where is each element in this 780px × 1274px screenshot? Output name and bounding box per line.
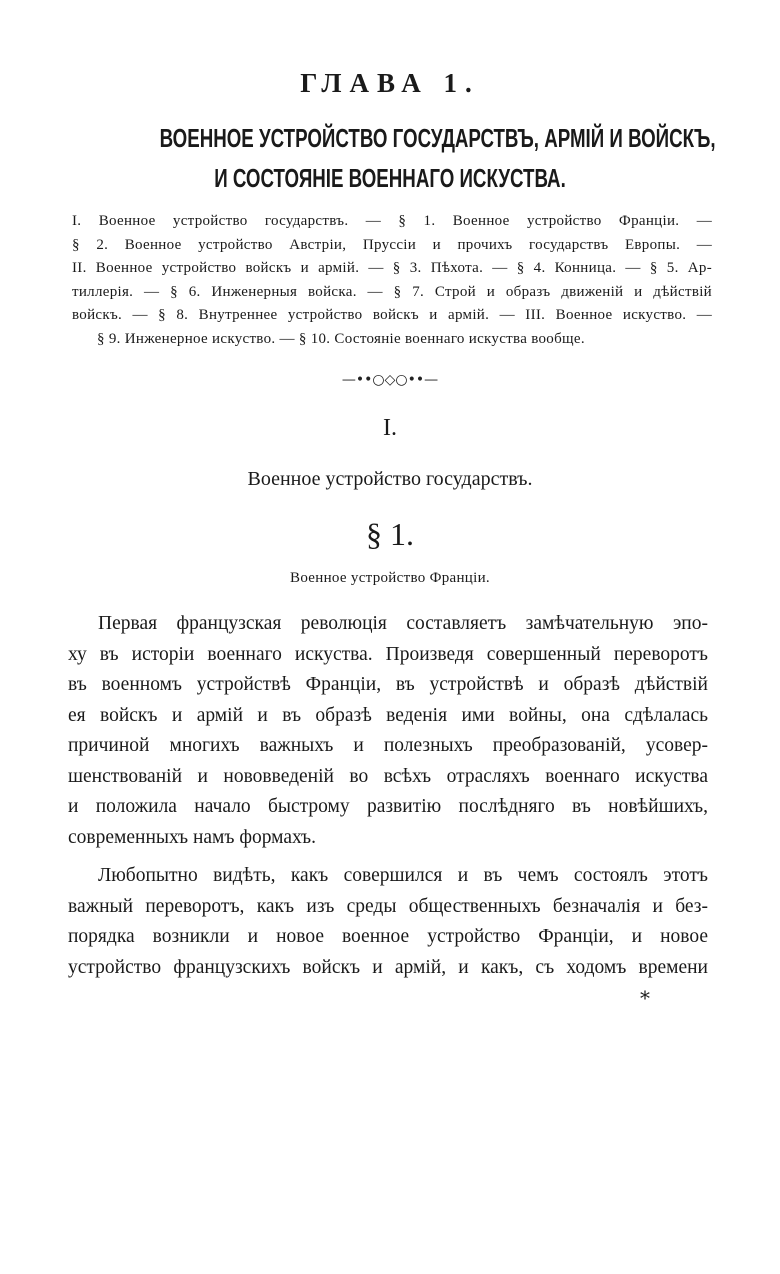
body-paragraph-2: [68, 861, 708, 983]
toc-line: II. Военное устройство войскъ и армій. — § 3. Пѣхота. — § 4. Конница. — § 5. Ар-: [72, 260, 712, 276]
text-line: и положила начало быстрому развитію послѣдняго въ новѣйшихъ,: [68, 796, 708, 817]
toc-line: войскъ. — § 8. Внутреннее устройство войскъ и армій. — III. Военное искуство. —: [72, 307, 712, 323]
text-line: шенствованій и нововведеній во всѣхъ отрасляхъ военнаго искуства: [68, 765, 708, 787]
text-line: ху въ исторіи военнаго искуства. Произведя совершенный переворотъ: [68, 643, 708, 665]
text-line: въ военномъ устройствѣ Франціи, въ устройствѣ и образѣ дѣйствій: [68, 674, 708, 695]
chapter-title-line-2: И СОСТОЯНІЕ ВОЕННАГО ИСКУСТВА.: [214, 163, 566, 193]
text-line: порядка возникли и новое военное устройство Франціи, и новое: [68, 926, 708, 947]
body-paragraph-1: [68, 609, 708, 853]
toc-line: тиллерія. — § 6. Инженерныя войска. — § 7. Строй и образъ движеній и дѣйствій: [72, 283, 712, 300]
ornament-divider: —••○◇○••—: [341, 372, 439, 388]
table-of-contents: [72, 210, 712, 351]
text-line: современныхъ намъ формахъ.: [68, 826, 317, 848]
text-line: Первая французская революція составляетъ замѣчательную эпо-: [98, 613, 708, 634]
text-line: устройство французскихъ войскъ и армій, и какъ, съ ходомъ времени: [68, 956, 708, 978]
text-line: причиной многихъ важныхъ и полезныхъ преобразованій, усовер-: [68, 735, 708, 756]
toc-line: § 9. Инженерное искуство. — § 10. Состояніе военнаго искуства вообще.: [97, 330, 585, 347]
toc-line: § 2. Военное устройство Австріи, Пруссіи и прочихъ государствъ Европы. —: [72, 236, 712, 253]
signature-mark: *: [640, 986, 650, 1010]
text-line: важный переворотъ, какъ изъ среды общественныхъ безначалія и без-: [68, 895, 708, 917]
paragraph-sign: § 1.: [366, 516, 414, 552]
chapter-heading: ГЛАВА 1.: [300, 68, 480, 98]
text-line: ея войскъ и армій и въ образѣ веденія ими войны, она сдѣлалась: [68, 704, 708, 726]
section-number: I.: [383, 415, 397, 441]
text-line: Любопытно видѣть, какъ совершился и въ чемъ состоялъ этотъ: [98, 865, 708, 886]
section-title: Военное устройство государствъ.: [247, 468, 533, 490]
chapter-title: [159, 118, 716, 198]
toc-line: I. Военное устройство государствъ. — § 1. Военное устройство Франціи. —: [72, 213, 712, 229]
subsection-title: Военное устройство Франціи.: [290, 570, 490, 586]
chapter-title-line-1: ВОЕННОЕ УСТРОЙСТВО ГОСУДАРСТВЪ, АРМІЙ И ВОЙСКЪ,: [159, 123, 716, 153]
